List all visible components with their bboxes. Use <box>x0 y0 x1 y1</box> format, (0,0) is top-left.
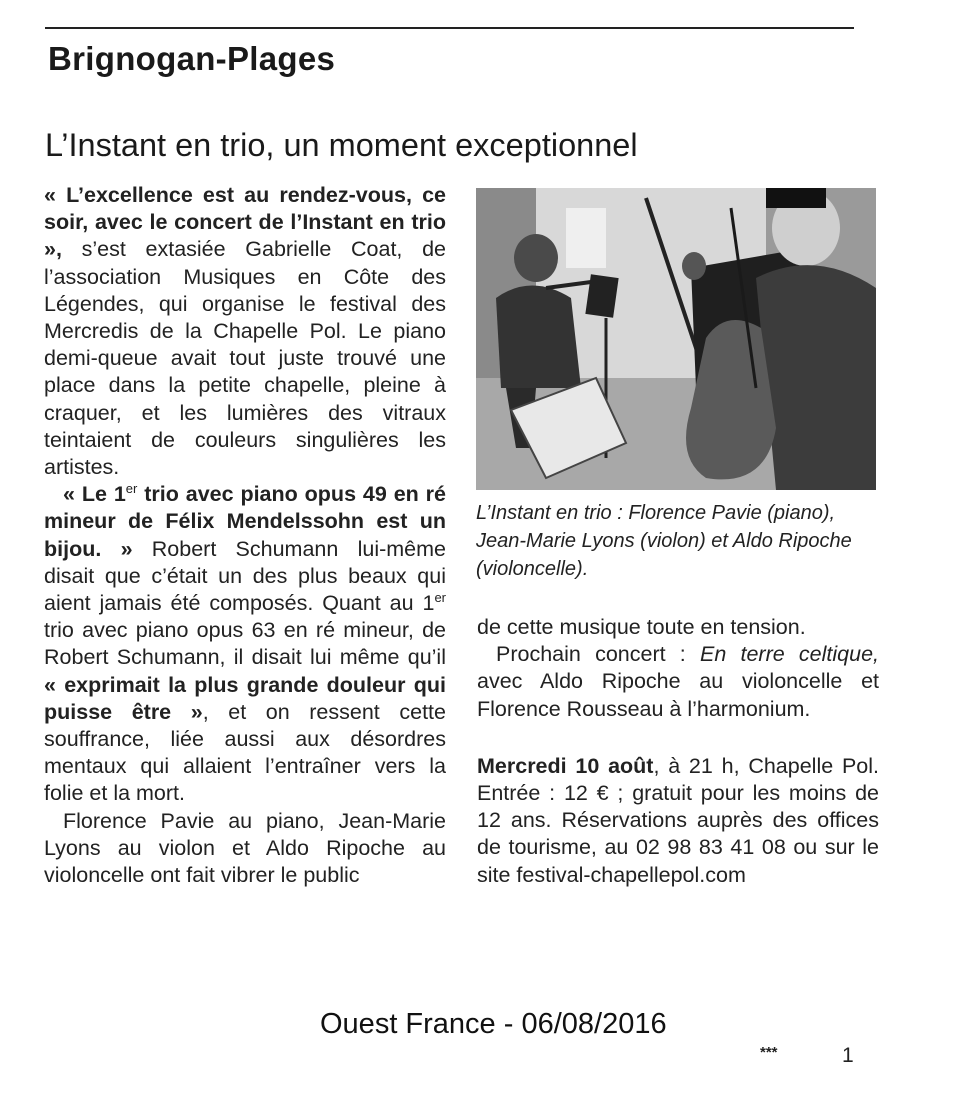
paragraph-1-text: s’est extasiée Gabrielle Coat, de l’association Musiques en Côte des Légendes, qui organise le festival des Mercredis de la Chapelle Pol. Le piano demi-queue avait tout juste trouvé une place dans la petite chapelle, pleine à craquer, et les lumières des vitraux teintaient de couleurs singulières les artistes. <box>44 237 446 480</box>
next-concert-title: En terre celtique, <box>699 642 879 667</box>
event-details: , à 21 h, Chapelle Pol. Entrée : 12 € ; gratuit pour les moins de 12 ans. Réservations auprès des offices de tourisme, au 02 98 83 41 08 ou sur le site festival-chapellepol.com <box>477 753 879 887</box>
right-paragraph-1: de cette musique toute en tension. <box>477 615 806 639</box>
paragraph-2-text-a: Robert Schumann lui-même disait que c’était un des plus beaux qui aient jamais été composés. Quant au 1 <box>44 536 446 616</box>
right-column <box>477 614 879 889</box>
paragraph-3: Florence Pavie au piano, Jean-Marie Lyons au violon et Aldo Ripoche au violoncelle ont fait vibrer le public <box>44 808 446 888</box>
quote-2a: « Le 1 <box>63 482 126 507</box>
paragraph-2 <box>44 481 446 807</box>
article-headline: L’Instant en trio, un moment exceptionnel <box>45 127 638 163</box>
quote-2b: trio avec piano opus 49 en ré mineur de Félix Mendelssohn est un bijou. » <box>44 482 447 561</box>
paragraph-2-text-b: trio avec piano opus 63 en ré mineur, de Robert Schumann, il disait lui même qu’il <box>44 618 446 670</box>
concert-photo <box>476 188 876 490</box>
page-number: 1 <box>842 1044 854 1067</box>
quote-1: « L’excellence est au rendez-vous, ce soir, avec le concert de l’Instant en trio », <box>44 183 446 262</box>
section-title: Brignogan-Plages <box>48 40 336 77</box>
superscript-er-1: er <box>125 481 138 497</box>
paragraph-gap <box>477 723 879 753</box>
quote-3: « exprimait la plus grande douleur qui puisse être » <box>44 672 446 724</box>
next-concert-details: avec Aldo Ripoche au violoncelle et Florence Rousseau à l’harmonium. <box>477 669 879 721</box>
event-date: Mercredi 10 août <box>477 753 654 778</box>
event-info <box>477 753 879 889</box>
left-column <box>44 182 446 889</box>
top-rule <box>45 27 854 29</box>
superscript-er-2: er <box>434 589 446 605</box>
right-paragraph-2 <box>477 641 879 723</box>
photo-illustration <box>476 188 876 490</box>
photo-caption: L’Instant en trio : Florence Pavie (piano), Jean-Marie Lyons (violon) et Aldo Ripoche (violoncelle). <box>476 502 852 581</box>
next-concert-label: Prochain concert : <box>496 642 700 667</box>
source-footer: Ouest France - 06/08/2016 <box>320 1008 667 1040</box>
paragraph-1 <box>44 182 446 481</box>
stars-marker: *** <box>760 1044 778 1061</box>
paragraph-2-text-c: , et on ressent cette souffrance, liée aussi aux désordres mentaux qui allaient l’entraîner vers la folie et la mort. <box>44 699 446 806</box>
